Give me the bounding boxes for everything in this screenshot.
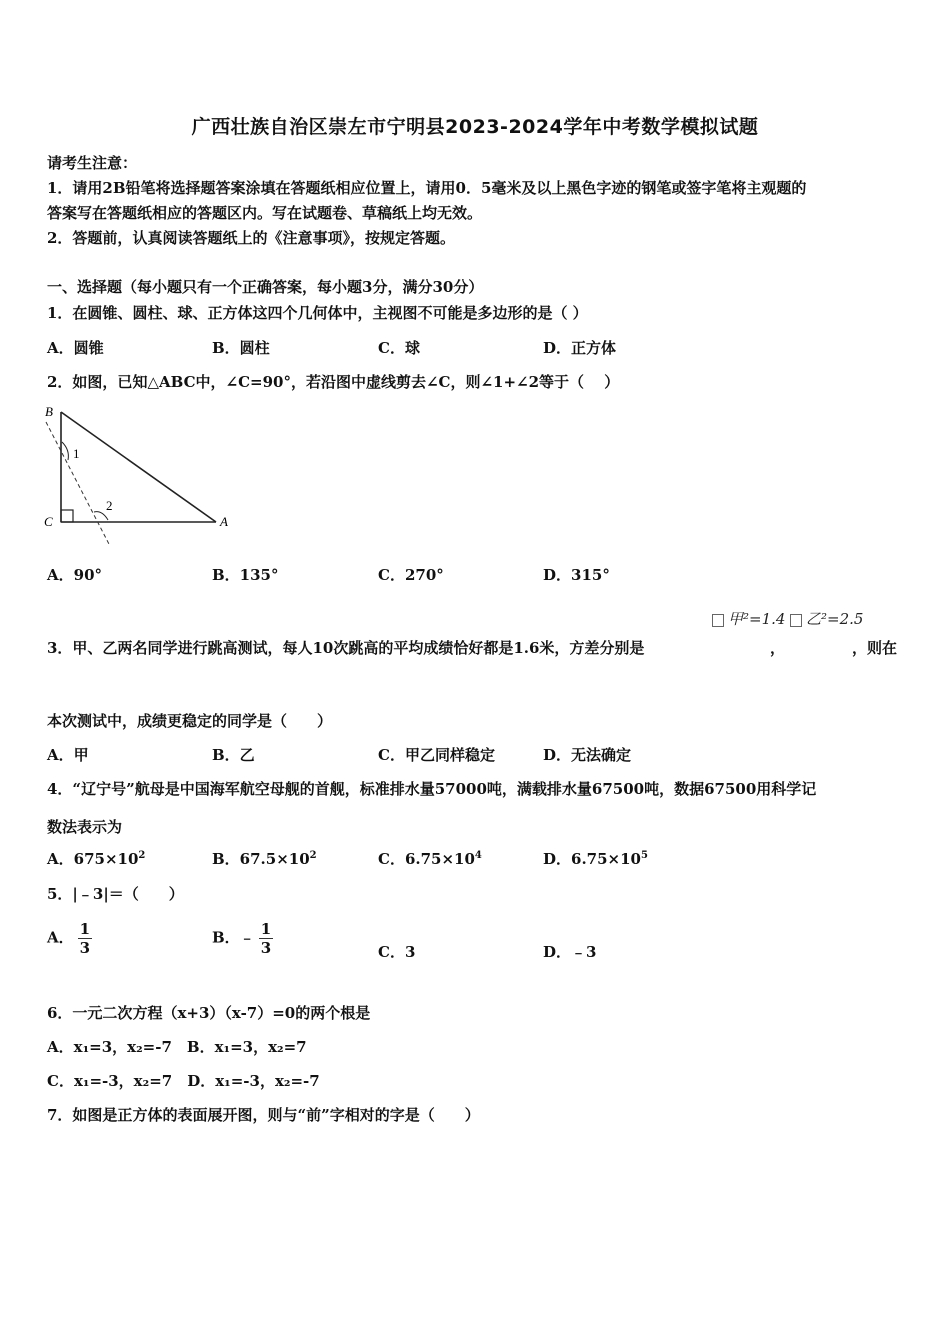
question-3-stem: 3．甲、乙两名同学进行跳高测试，每人10次跳高的平均成绩恰好都是1.6米，方差分别是	[47, 639, 645, 657]
q6-options-row-2: C．x₁=-3，x₂=7 D．x₁=-3，x₂=-7	[47, 1072, 320, 1090]
vertex-b-label: B	[45, 404, 53, 419]
fraction-numerator: 1	[79, 920, 91, 938]
q5-option-c-text: C．3	[378, 943, 416, 961]
notice-heading: 请考生注意：	[47, 154, 138, 172]
q2-option-a-text: A．90°	[47, 566, 103, 584]
q4-option-c-text: C．6.75×10	[378, 850, 475, 868]
q5-option-d-text: D．﹣3	[543, 943, 597, 961]
question-3-comma: ，	[770, 639, 786, 657]
page-title: 广西壮族自治区崇左市宁明县2023-2024学年中考数学模拟试题	[191, 116, 759, 138]
q3-option-b-text: B．乙	[212, 746, 255, 764]
q3-option-d	[543, 744, 631, 765]
q3-option-c	[378, 744, 495, 765]
q2-option-d	[543, 564, 610, 585]
q6-options-row-1: A．x₁=3，x₂=-7 B．x₁=3，x₂=7	[47, 1038, 307, 1056]
q2-option-b-text: B．135°	[212, 566, 279, 584]
question-6-stem: 6．一元二次方程（x+3）（x-7）=0的两个根是	[47, 1004, 371, 1022]
q2-option-b	[212, 564, 279, 585]
q1-option-d-text: D．正方体	[543, 339, 617, 357]
q4-option-c-exponent: 4	[474, 850, 482, 861]
q1-option-c-text: C．球	[378, 339, 420, 357]
q4-option-b	[212, 848, 317, 869]
side-ab	[61, 412, 216, 522]
q3-option-a	[47, 744, 89, 765]
q2-option-d-text: D．315°	[543, 566, 610, 584]
q3-option-b	[212, 744, 255, 765]
question-3-tail: ，则在	[852, 639, 898, 657]
q5-option-a-text: A．	[47, 928, 74, 947]
q4-option-d	[543, 848, 648, 869]
q5-option-b-text: B．﹣	[212, 928, 255, 947]
question-1-stem: 1．在圆锥、圆柱、球、正方体这四个几何体中，主视图不可能是多边形的是（ ）	[47, 304, 588, 322]
angle-2-label: 2	[106, 498, 113, 513]
q1-option-d	[543, 337, 616, 358]
question-7-stem: 7．如图是正方体的表面展开图，则与“前”字相对的字是（ ）	[47, 1106, 480, 1124]
section-1-heading: 一、选择题（每小题只有一个正确答案，每小题3分，满分30分）	[47, 278, 484, 296]
angle-1-label: 1	[73, 446, 80, 461]
variance-symbol-icon	[790, 614, 802, 627]
q4-option-a	[47, 848, 145, 869]
question-2-stem: 2．如图，已知△ABC中，∠C=90°，若沿图中虚线剪去∠C，则∠1+∠2等于（ ）	[47, 373, 620, 391]
vertex-a-label: A	[220, 514, 228, 529]
q2-option-c	[378, 564, 444, 585]
q1-option-a-text: A．圆锥	[47, 339, 104, 357]
q4-option-d-exponent: 5	[640, 850, 648, 861]
q3-option-c-text: C．甲乙同样稳定	[378, 746, 495, 764]
vertex-c-label: C	[44, 514, 53, 529]
q1-option-b	[212, 337, 270, 358]
q4-option-b-exponent: 2	[309, 850, 317, 861]
q5-option-a	[47, 920, 92, 957]
question-4-stem-2: 数法表示为	[47, 818, 123, 836]
q1-option-c	[378, 337, 420, 358]
q3-option-a-text: A．甲	[47, 746, 89, 764]
q4-option-d-text: D．6.75×10	[543, 850, 641, 868]
question-5-stem: 5．|﹣3|＝（ ）	[47, 885, 184, 903]
notice-line-2: 答案写在答题纸相应的答题区内。写在试题卷、草稿纸上均无效。	[47, 204, 483, 222]
fraction-denominator: 3	[79, 939, 91, 957]
q2-option-a	[47, 564, 102, 585]
q4-option-a-exponent: 2	[138, 850, 146, 861]
right-angle-mark	[61, 510, 73, 522]
fraction-numerator: 1	[260, 920, 272, 938]
variance-symbol-icon	[712, 614, 724, 627]
q2-option-c-text: C．270°	[378, 566, 444, 584]
notice-line-1: 1．请用2B铅笔将选择题答案涂填在答题纸相应位置上，请用0．5毫米及以上黑色字迹的钢笔或签字笔将主观题的	[47, 179, 807, 197]
question-4-stem: 4．“辽宁号”航母是中国海军航空母舰的首舰，标准排水量57000吨，满载排水量67500吨，数据67500用科学记	[47, 780, 817, 798]
q5-option-b	[212, 920, 273, 957]
q5-option-a-fraction	[78, 920, 92, 957]
triangle-figure	[40, 400, 250, 550]
q1-option-a	[47, 337, 104, 358]
q1-option-b-text: B．圆柱	[212, 339, 270, 357]
fraction-denominator: 3	[260, 939, 272, 957]
q5-option-d	[543, 941, 596, 962]
q5-option-b-fraction	[259, 920, 273, 957]
question-3-stem-2: 本次测试中，成绩更稳定的同学是（ ）	[47, 712, 333, 730]
variance-yi-text: 乙²=2.5	[806, 610, 864, 628]
q4-option-b-text: B．67.5×10	[212, 850, 310, 868]
variance-yi	[790, 608, 863, 629]
notice-line-3: 2．答题前，认真阅读答题纸上的《注意事项》，按规定答题。	[47, 229, 455, 247]
q3-option-d-text: D．无法确定	[543, 746, 632, 764]
variance-jia	[712, 608, 785, 629]
angle-1-arc	[62, 442, 68, 460]
q4-option-c	[378, 848, 482, 869]
q4-option-a-text: A．675×10	[47, 850, 139, 868]
q5-option-c	[378, 941, 415, 962]
variance-jia-text: 甲²=1.4	[728, 610, 786, 628]
